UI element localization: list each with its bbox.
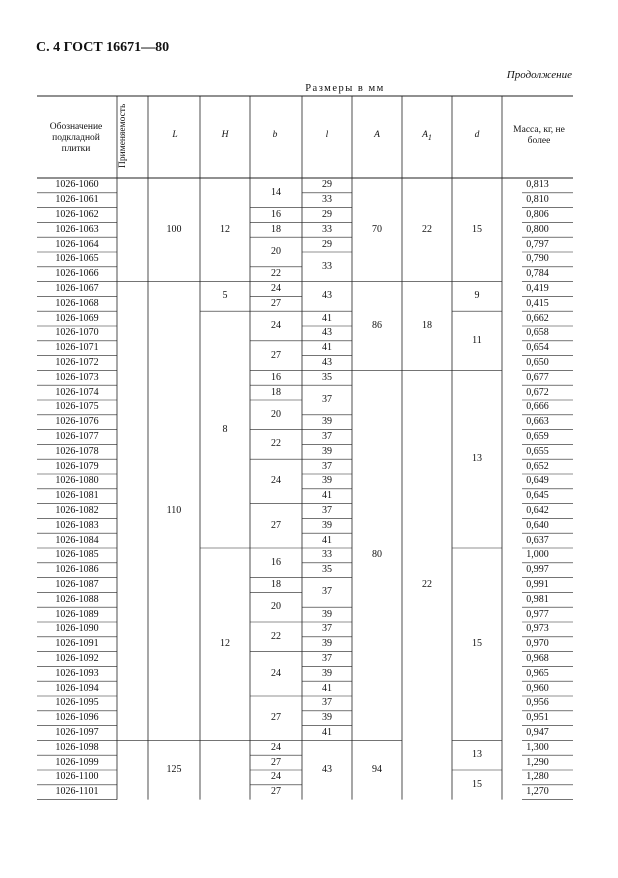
row-mass: 0,970 xyxy=(526,638,549,650)
row-mass: 0,655 xyxy=(526,445,549,457)
row-mass: 0,991 xyxy=(526,579,549,590)
cell-l: 29 xyxy=(322,179,332,191)
continuation-label: Продолжение xyxy=(506,69,572,81)
row-mass: 0,981 xyxy=(526,593,549,605)
cell-l: 110 xyxy=(166,505,182,516)
cell-l: 37 xyxy=(322,623,332,635)
row-code: 1026-1062 xyxy=(55,209,99,220)
col-header-A1-subscript: 1 xyxy=(427,132,432,142)
row-code: 1026-1092 xyxy=(55,653,99,664)
cell-a1: 18 xyxy=(422,320,432,331)
cell-l: 41 xyxy=(322,727,332,738)
cell-b: 27 xyxy=(271,349,281,361)
row-code: 1026-1093 xyxy=(55,667,99,679)
cell-b: 24 xyxy=(271,741,281,753)
cell-a: 86 xyxy=(372,320,382,331)
cell-b: 20 xyxy=(271,601,281,613)
cell-b: 27 xyxy=(271,786,281,798)
cell-l: 43 xyxy=(322,290,332,302)
row-code: 1026-1095 xyxy=(55,697,99,709)
cell-d: 15 xyxy=(472,638,482,650)
row-code: 1026-1070 xyxy=(55,327,99,339)
col-header-A: A xyxy=(374,130,380,140)
cell-d: 11 xyxy=(472,334,482,346)
cell-l: 41 xyxy=(322,342,332,354)
row-mass: 0,650 xyxy=(526,357,549,368)
row-mass: 0,997 xyxy=(526,564,549,576)
cell-b: 14 xyxy=(271,186,281,198)
row-code: 1026-1074 xyxy=(55,386,99,398)
row-mass: 0,652 xyxy=(526,460,549,472)
row-mass: 0,784 xyxy=(526,268,549,280)
cell-b: 27 xyxy=(271,712,281,724)
row-mass: 0,806 xyxy=(526,209,549,220)
cell-l: 100 xyxy=(166,223,182,235)
cell-l: 39 xyxy=(322,519,332,531)
cell-d: 9 xyxy=(474,290,480,302)
row-mass: 0,973 xyxy=(526,623,549,635)
cell-l: 41 xyxy=(322,682,332,694)
row-mass: 0,419 xyxy=(526,283,549,294)
cell-a: 94 xyxy=(372,764,382,775)
row-code: 1026-1075 xyxy=(55,401,99,413)
col-header-H: H xyxy=(221,130,229,140)
cell-b: 18 xyxy=(271,223,281,235)
cell-l: 39 xyxy=(322,638,332,650)
cell-l: 41 xyxy=(322,534,332,546)
row-mass: 0,951 xyxy=(526,712,549,724)
cell-h: 12 xyxy=(220,638,230,650)
row-mass: 0,654 xyxy=(526,342,549,354)
col-header-A1 xyxy=(402,130,452,143)
cell-b: 27 xyxy=(271,519,281,531)
cell-b: 16 xyxy=(271,371,281,383)
cell-l: 29 xyxy=(322,238,332,250)
row-code: 1026-1082 xyxy=(55,505,99,516)
row-code: 1026-1061 xyxy=(55,194,99,206)
cell-a1: 22 xyxy=(422,579,432,590)
row-code: 1026-1089 xyxy=(55,608,99,620)
row-code: 1026-1073 xyxy=(55,371,99,383)
col-header-L: L xyxy=(172,130,178,140)
cell-b: 16 xyxy=(271,556,281,568)
row-mass: 0,797 xyxy=(526,238,549,250)
row-code: 1026-1083 xyxy=(55,519,99,531)
cell-l: 43 xyxy=(322,357,332,368)
cell-l: 33 xyxy=(322,260,332,272)
cell-l: 125 xyxy=(166,764,182,775)
cell-b: 22 xyxy=(271,268,281,280)
row-code: 1026-1094 xyxy=(55,682,99,694)
row-code: 1026-1072 xyxy=(55,357,99,368)
row-mass: 0,637 xyxy=(526,534,549,546)
col-header-d: d xyxy=(474,130,480,140)
cell-b: 24 xyxy=(271,320,281,331)
row-code: 1026-1087 xyxy=(55,579,99,590)
col-header-designation: Обозначение подкладной плитки xyxy=(49,122,103,154)
cell-h: 8 xyxy=(222,423,228,435)
row-mass: 0,677 xyxy=(526,371,549,383)
cell-l: 43 xyxy=(322,327,332,339)
cell-b: 18 xyxy=(271,386,281,398)
col-header-applicability: Применяемость xyxy=(118,103,128,168)
row-code: 1026-1099 xyxy=(55,756,99,768)
row-code: 1026-1091 xyxy=(55,638,99,650)
row-mass: 0,813 xyxy=(526,179,549,191)
row-code: 1026-1090 xyxy=(55,623,99,635)
cell-b: 24 xyxy=(271,771,281,783)
row-mass: 0,659 xyxy=(526,431,549,442)
row-code: 1026-1060 xyxy=(55,179,99,191)
row-mass: 0,800 xyxy=(526,223,549,235)
cell-b: 24 xyxy=(271,475,281,487)
row-code: 1026-1066 xyxy=(55,268,99,280)
cell-l: 37 xyxy=(322,394,332,405)
cell-l: 33 xyxy=(322,223,332,235)
cell-l: 43 xyxy=(322,764,332,775)
row-mass: 0,672 xyxy=(526,386,549,398)
row-code: 1026-1078 xyxy=(55,445,99,457)
cell-l: 39 xyxy=(322,667,332,679)
row-mass: 1,000 xyxy=(526,549,549,561)
cell-l: 41 xyxy=(322,490,332,502)
col-header-A1-letter: A xyxy=(422,130,428,140)
row-mass: 0,947 xyxy=(526,727,549,738)
row-mass: 0,960 xyxy=(526,682,549,694)
cell-b: 27 xyxy=(271,297,281,309)
cell-d: 13 xyxy=(472,749,482,761)
cell-h: 12 xyxy=(220,223,230,235)
row-code: 1026-1096 xyxy=(55,712,99,724)
row-code: 1026-1101 xyxy=(55,786,99,798)
cell-d: 13 xyxy=(472,453,482,465)
row-mass: 0,666 xyxy=(526,401,549,413)
row-code: 1026-1100 xyxy=(55,771,99,783)
row-mass: 1,300 xyxy=(526,741,549,753)
cell-d: 15 xyxy=(472,778,482,790)
row-mass: 0,658 xyxy=(526,327,549,339)
row-mass: 0,663 xyxy=(526,416,549,428)
col-header-l: l xyxy=(325,130,329,140)
row-code: 1026-1065 xyxy=(55,253,99,265)
row-code: 1026-1071 xyxy=(55,342,99,354)
row-mass: 1,290 xyxy=(526,756,549,768)
cell-l: 35 xyxy=(322,371,332,383)
cell-b: 27 xyxy=(271,756,281,768)
row-mass: 0,968 xyxy=(526,653,549,664)
row-code: 1026-1079 xyxy=(55,460,99,472)
row-mass: 0,640 xyxy=(526,519,549,531)
cell-a1: 22 xyxy=(422,223,432,235)
row-code: 1026-1097 xyxy=(55,727,99,738)
cell-b: 24 xyxy=(271,667,281,679)
cell-l: 29 xyxy=(322,209,332,220)
cell-l: 37 xyxy=(322,505,332,516)
row-mass: 1,270 xyxy=(526,786,549,798)
row-mass: 0,810 xyxy=(526,194,549,206)
row-mass: 0,977 xyxy=(526,608,549,620)
page-header: С. 4 ГОСТ 16671—80 xyxy=(36,40,170,55)
row-code: 1026-1077 xyxy=(55,431,99,442)
row-code: 1026-1076 xyxy=(55,416,99,428)
cell-l: 39 xyxy=(322,416,332,428)
row-code: 1026-1064 xyxy=(55,238,99,250)
row-mass: 1,280 xyxy=(526,771,549,783)
row-mass: 0,642 xyxy=(526,505,549,516)
row-mass: 0,415 xyxy=(526,297,549,309)
row-code: 1026-1085 xyxy=(55,549,99,561)
cell-a: 80 xyxy=(372,549,382,561)
cell-l: 37 xyxy=(322,431,332,442)
row-code: 1026-1084 xyxy=(55,534,99,546)
cell-b: 20 xyxy=(271,408,281,420)
row-mass: 0,965 xyxy=(526,667,549,679)
cell-l: 39 xyxy=(322,608,332,620)
cell-l: 37 xyxy=(322,460,332,472)
row-code: 1026-1088 xyxy=(55,593,99,605)
row-code: 1026-1067 xyxy=(55,283,99,294)
row-mass: 0,790 xyxy=(526,253,549,265)
cell-l: 41 xyxy=(322,312,332,324)
cell-l: 39 xyxy=(322,445,332,457)
row-code: 1026-1080 xyxy=(55,475,99,487)
sizes-caption: Размеры в мм xyxy=(305,83,385,94)
cell-l: 33 xyxy=(322,549,332,561)
row-mass: 0,956 xyxy=(526,697,549,709)
cell-b: 22 xyxy=(271,630,281,642)
col-header-b: b xyxy=(272,130,278,140)
cell-l: 35 xyxy=(322,564,332,576)
cell-b: 20 xyxy=(271,246,281,257)
cell-l: 33 xyxy=(322,194,332,206)
cell-l: 37 xyxy=(322,697,332,709)
row-mass: 0,662 xyxy=(526,312,549,324)
cell-b: 22 xyxy=(271,438,281,450)
cell-a: 70 xyxy=(372,223,382,235)
row-code: 1026-1086 xyxy=(55,564,99,576)
cell-b: 24 xyxy=(271,283,281,294)
row-code: 1026-1069 xyxy=(55,312,99,324)
cell-b: 18 xyxy=(271,579,281,590)
col-header-mass: Масса, кг, не более xyxy=(513,125,565,146)
row-mass: 0,649 xyxy=(526,475,549,487)
cell-l: 37 xyxy=(322,586,332,598)
cell-l: 39 xyxy=(322,475,332,487)
cell-d: 15 xyxy=(472,223,482,235)
row-code: 1026-1098 xyxy=(55,741,99,753)
row-code: 1026-1063 xyxy=(55,223,99,235)
row-code: 1026-1068 xyxy=(55,297,99,309)
cell-b: 16 xyxy=(271,209,281,220)
cell-l: 37 xyxy=(322,653,332,664)
cell-l: 39 xyxy=(322,712,332,724)
row-mass: 0,645 xyxy=(526,490,549,502)
cell-h: 5 xyxy=(222,290,228,302)
row-code: 1026-1081 xyxy=(55,490,99,502)
